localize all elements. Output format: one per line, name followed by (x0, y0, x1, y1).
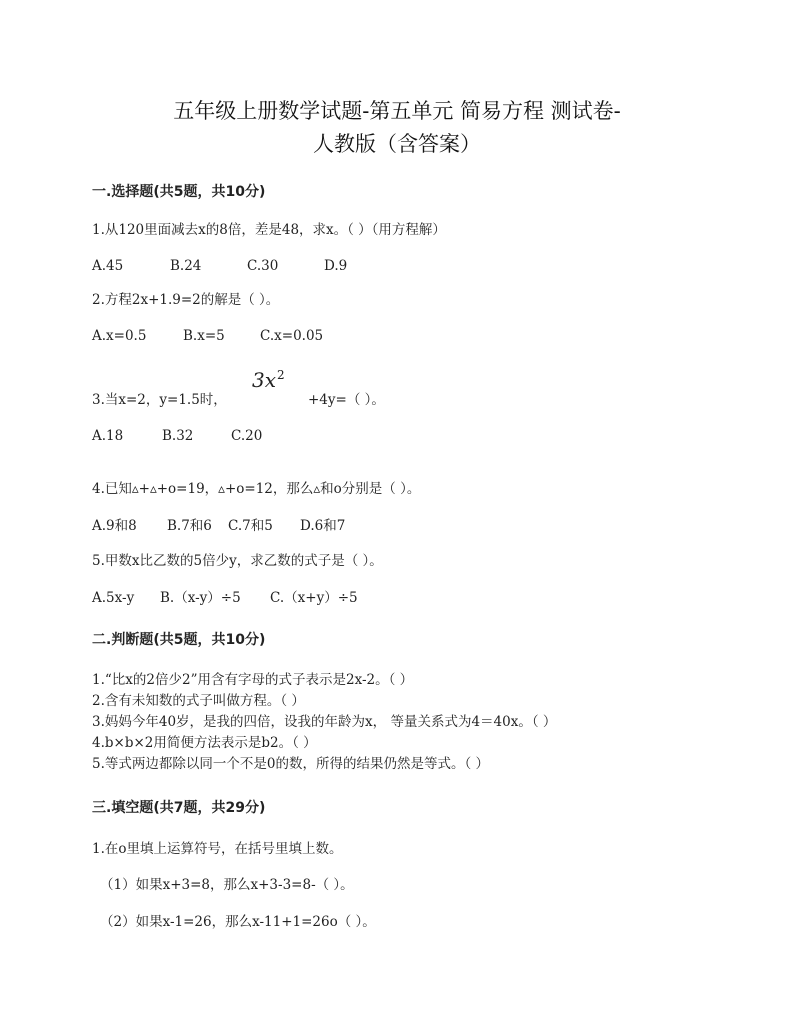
fill-question-1-part-1: （1）如果x+3=8，那么x+3-3=8-（ ）。 (100, 877, 354, 893)
option-b: B.（x-y）÷5 (160, 590, 241, 606)
option-c: C.（x+y）÷5 (270, 590, 358, 606)
option-a: A.x=0.5 (92, 328, 147, 344)
judge-question-5: 5.等式两边都除以同一个不是0的数，所得的结果仍然是等式。（ ） (92, 756, 490, 772)
judge-question-3: 3.妈妈今年40岁，是我的四倍，设我的年龄为x， 等量关系式为4＝40x。（ ） (92, 714, 557, 730)
judge-question-1: 1.“比x的2倍少2”用含有字母的式子表示是2x-2。（ ） (92, 672, 414, 688)
option-d: D.9 (324, 258, 348, 274)
option-a: A.5x-y (92, 590, 135, 606)
choice-question-3-prefix: 3.当x=2，y=1.5时， (92, 392, 227, 408)
judge-question-2: 2.含有未知数的式子叫做方程。（ ） (92, 693, 305, 709)
option-b: B.x=5 (183, 328, 225, 344)
option-b: B.32 (162, 428, 194, 444)
option-d: D.6和7 (300, 518, 346, 534)
fill-question-1: 1.在o里填上运算符号，在括号里填上数。 (92, 841, 343, 857)
judge-question-list (92, 670, 556, 775)
formula-3x-squared: $3x^2$ (252, 368, 285, 392)
choice-question-2: 2.方程2x+1.9=2的解是（ ）。 (92, 292, 280, 308)
fill-question-1-part-2: （2）如果x-1=26，那么x-11+1=26o（ ）。 (100, 914, 376, 930)
judge-question-4: 4.b×b×2用简便方法表示是b2。（ ） (92, 735, 317, 751)
option-a: A.9和8 (92, 518, 137, 534)
section-heading-judge: 二.判断题(共5题，共10分) (92, 632, 266, 648)
option-c: C.x=0.05 (260, 328, 324, 344)
choice-question-4: 4.已知▵+▵+o=19，▵+o=12，那么▵和o分别是（ ）。 (92, 481, 421, 497)
option-b: B.24 (170, 258, 202, 274)
title-line-2: 人教版（含答案） (313, 132, 481, 156)
title-line-1: 五年级上册数学试题-第五单元 简易方程 测试卷- (173, 99, 621, 123)
choice-question-3-suffix: +4y=（ ）。 (308, 392, 385, 408)
section-heading-fill: 三.填空题(共7题，共29分) (92, 800, 266, 816)
option-c: C.20 (231, 428, 263, 444)
choice-question-5: 5.甲数x比乙数的5倍少y，求乙数的式子是（ ）。 (92, 553, 383, 569)
option-a: A.45 (92, 258, 124, 274)
option-b: B.7和6 (167, 518, 212, 534)
option-c: C.7和5 (228, 518, 273, 534)
option-a: A.18 (92, 428, 124, 444)
choice-question-1: 1.从120里面减去x的8倍，差是48，求x。（ ）（用方程解） (92, 222, 446, 238)
section-heading-choice: 一.选择题(共5题，共10分) (92, 184, 266, 200)
option-c: C.30 (247, 258, 279, 274)
